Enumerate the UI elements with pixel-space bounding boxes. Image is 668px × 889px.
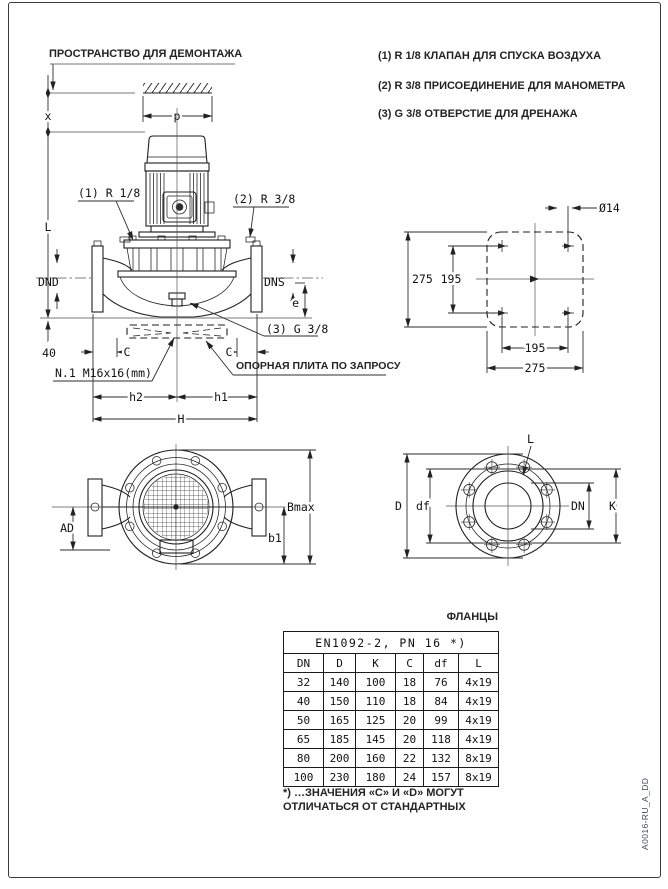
- table-row: [284, 673, 499, 692]
- pump-top-view: [52, 444, 316, 570]
- dim-label-40: 40: [42, 346, 56, 360]
- table-cell: 125: [356, 711, 396, 730]
- table-cell: 185: [324, 730, 356, 749]
- table-row: [284, 730, 499, 749]
- dim-label-C-right: C: [225, 345, 233, 359]
- flange-table: [283, 631, 499, 787]
- table-cell: 132: [424, 749, 459, 768]
- table-cell: 100: [284, 768, 324, 787]
- callout-label-1: (1) R 1/8: [78, 186, 141, 200]
- dim-label-H: H: [177, 412, 185, 426]
- anchor-bolt-note: N.1 M16x16(mm): [55, 366, 152, 380]
- table-cell: 99: [424, 711, 459, 730]
- table-cell: 160: [356, 749, 396, 768]
- dim-label-Bmax: Bmax: [287, 500, 315, 514]
- table-row: [284, 692, 499, 711]
- dim-label-h1: h1: [214, 390, 228, 404]
- dim-label-b1: b1: [268, 531, 282, 545]
- dim-label-K: K: [609, 499, 616, 513]
- table-cell: 32: [284, 673, 324, 692]
- dim-label-df: df: [416, 499, 430, 513]
- table-cell: 20: [396, 730, 424, 749]
- base-plate-on-request-note: ОПОРНАЯ ПЛИТА ПО ЗАПРОСУ: [236, 360, 401, 372]
- dim-label-x: x: [44, 109, 52, 123]
- column-header: D: [324, 654, 356, 673]
- pump-elevation-view: [36, 64, 386, 426]
- column-header: C: [396, 654, 424, 673]
- flange-table-columns: [284, 654, 499, 673]
- table-cell: 100: [356, 673, 396, 692]
- dim-label-275-bottom: 275: [524, 361, 546, 375]
- document-code-vertical: A0016-RU_A_DD: [640, 777, 650, 850]
- column-header: DN: [284, 654, 324, 673]
- note-manometer: (2) R 3/8 ПРИСОЕДИНЕНИЕ ДЛЯ МАНОМЕТРА: [378, 80, 626, 92]
- dismantling-space-title: ПРОСТРАНСТВО ДЛЯ ДЕМОНТАЖА: [49, 48, 243, 60]
- table-title-row: [284, 632, 499, 654]
- table-cell: 230: [324, 768, 356, 787]
- flange-table-body: [284, 673, 499, 787]
- table-cell: 50: [284, 711, 324, 730]
- table-cell: 157: [424, 768, 459, 787]
- table-cell: 65: [284, 730, 324, 749]
- dim-label-L: L: [44, 220, 52, 234]
- dim-label-DNS: DNS: [264, 275, 285, 289]
- table-cell: 22: [396, 749, 424, 768]
- flange-detail-view: [395, 432, 621, 566]
- table-row: [284, 711, 499, 730]
- dim-label-hole-dia: Ø14: [599, 201, 620, 215]
- table-cell: 80: [284, 749, 324, 768]
- table-cell: 118: [424, 730, 459, 749]
- note-air-valve: (1) R 1/8 КЛАПАН ДЛЯ СПУСКА ВОЗДУХА: [378, 50, 602, 62]
- flange-table-caption: ФЛАНЦЫ: [446, 611, 498, 623]
- dim-label-195-left: 195: [440, 272, 462, 286]
- column-header: df: [424, 654, 459, 673]
- table-row: [284, 768, 499, 787]
- table-title: EN1092-2, PN 16 *): [284, 632, 499, 654]
- dim-label-DN: DN: [571, 499, 585, 513]
- table-cell: 8x19: [459, 768, 499, 787]
- callout-label-2: (2) R 3/8: [233, 192, 296, 206]
- footnote-line-2: ОТЛИЧАТЬСЯ ОТ СТАНДАРТНЫХ: [283, 801, 466, 813]
- table-cell: 150: [324, 692, 356, 711]
- table-cell: 40: [284, 692, 324, 711]
- table-cell: 18: [396, 692, 424, 711]
- table-cell: 4x19: [459, 711, 499, 730]
- table-cell: 4x19: [459, 673, 499, 692]
- table-cell: 24: [396, 768, 424, 787]
- dim-label-h2: h2: [129, 390, 143, 404]
- column-header: L: [459, 654, 499, 673]
- dim-label-L-flange: L: [527, 432, 534, 446]
- dim-label-e: e: [292, 296, 299, 310]
- footnote-line-1: *) …ЗНАЧЕНИЯ «С» И «D» МОГУТ: [283, 787, 464, 799]
- table-cell: 200: [324, 749, 356, 768]
- table-cell: 140: [324, 673, 356, 692]
- table-row: [284, 749, 499, 768]
- dim-label-AD: AD: [60, 521, 74, 535]
- table-cell: 76: [424, 673, 459, 692]
- column-header: K: [356, 654, 396, 673]
- table-cell: 4x19: [459, 692, 499, 711]
- dim-label-D: D: [395, 499, 402, 513]
- table-cell: 165: [324, 711, 356, 730]
- table-cell: 145: [356, 730, 396, 749]
- table-cell: 180: [356, 768, 396, 787]
- base-plate-plan-view: [404, 201, 620, 375]
- table-cell: 8x19: [459, 749, 499, 768]
- dim-label-275-left: 275: [412, 272, 433, 286]
- dim-label-DND: DND: [38, 275, 59, 289]
- note-drain: (3) G 3/8 ОТВЕРСТИЕ ДЛЯ ДРЕНАЖА: [378, 108, 578, 120]
- dim-label-C-left: C: [123, 345, 131, 359]
- dim-label-p: p: [173, 109, 181, 123]
- table-cell: 84: [424, 692, 459, 711]
- dim-label-195-bottom: 195: [524, 341, 546, 355]
- table-cell: 4x19: [459, 730, 499, 749]
- table-cell: 20: [396, 711, 424, 730]
- table-cell: 18: [396, 673, 424, 692]
- callout-label-3: (3) G 3/8: [266, 322, 329, 336]
- table-cell: 110: [356, 692, 396, 711]
